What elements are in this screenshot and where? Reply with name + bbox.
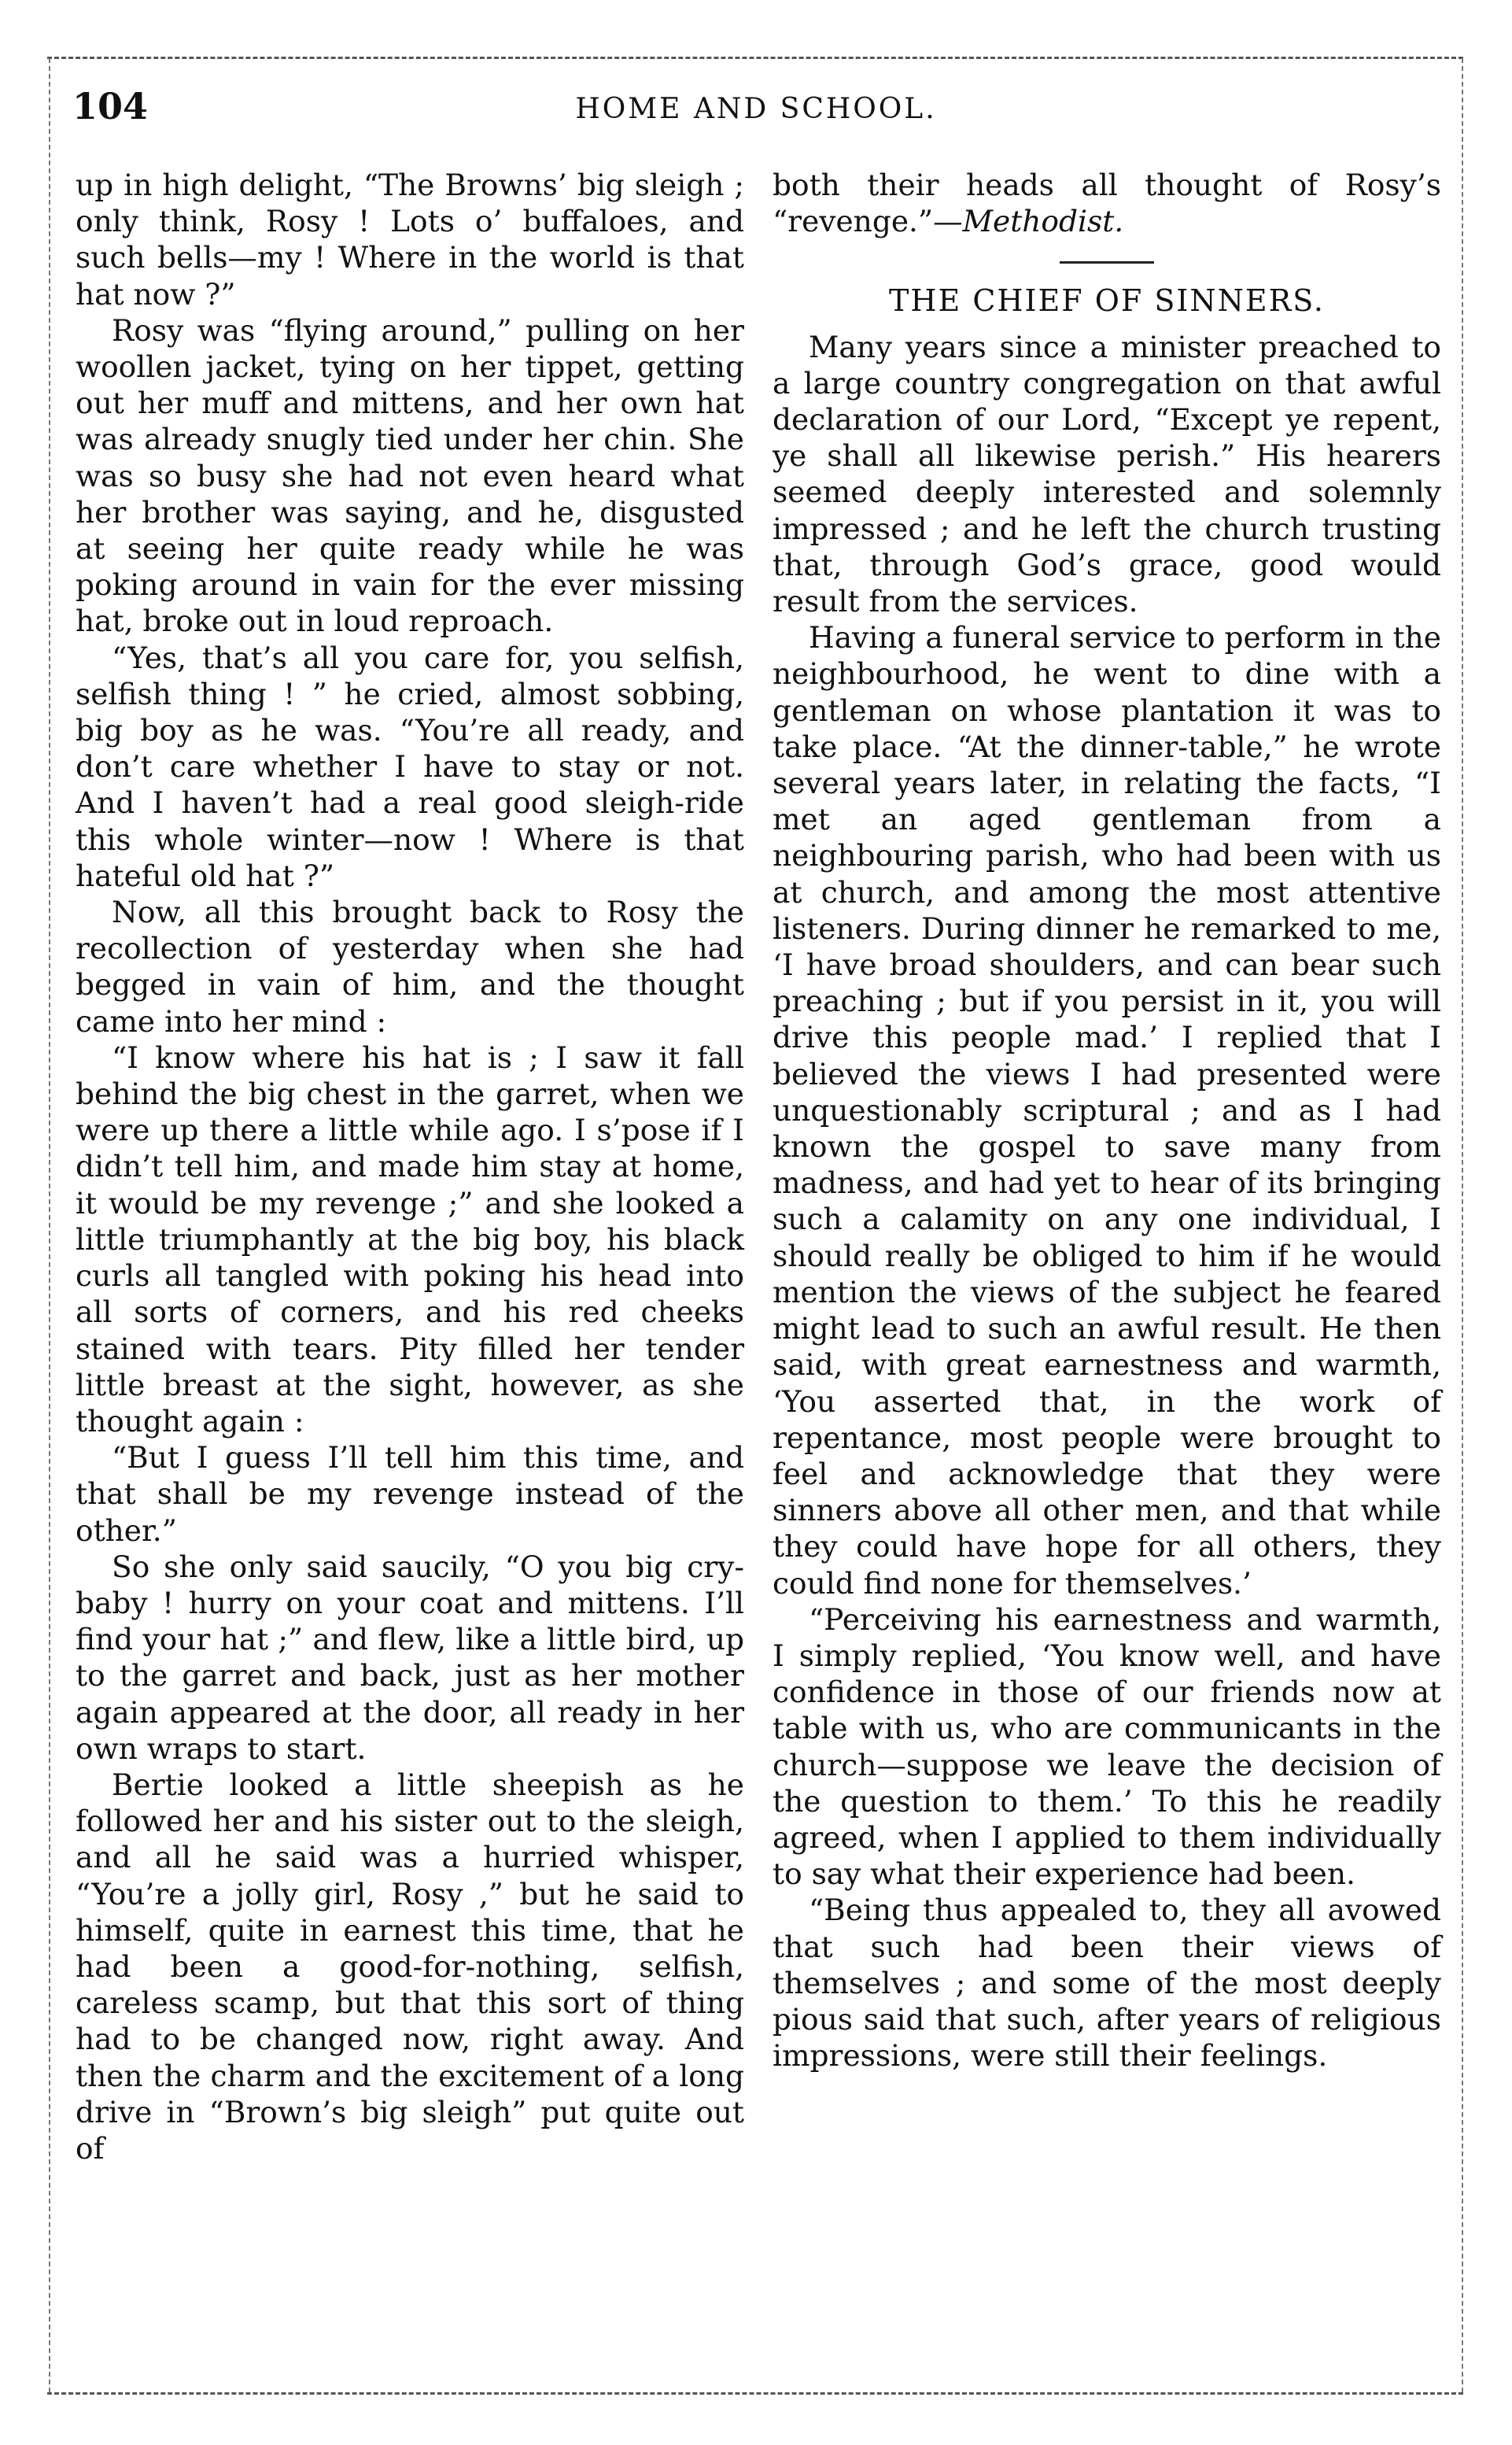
left-paragraph: Now, all this brought back to Rosy the recollection of yesterday when she had begged in vain of him, and the thought came into her mind : [76,895,744,1039]
article-paragraph: “Being thus appealed to, they all avowed that such had been their views of themselves ; and some of the most deeply pious said that such, after years of religious impressions, were still their feelings. [773,1893,1441,2074]
left-paragraph: up in high delight, “The Browns’ big sleigh ; only think, Rosy ! Lots o’ buffaloes, and such bells—my ! Where in the world is that hat now ?” [76,168,744,312]
left-column [76,167,744,2166]
article-title: THE CHIEF OF SINNERS. [889,283,1325,319]
left-paragraph: “But I guess I’ll tell him this time, and that shall be my revenge instead of the other.” [76,1440,744,1548]
right-column [773,167,1441,2074]
continuation-text: both their heads all thought of Rosy’s “revenge.” [773,168,1441,239]
top-border-rule [47,57,1463,59]
right-border-rule [1462,58,1463,2392]
page-number: 104 [72,85,149,127]
article-paragraph: Having a funeral service to perform in the neighbourhood, he went to dine with a gentleman on whose plantation it was to take place. “At the dinner-table,” he wrote several years later, in relating the facts, “I met an aged gentleman from a neighbouring parish, who had been with us at church, and among the most attentive listeners. During dinner he remarked to me, ‘I have broad shoulders, and can bear such preaching ; but if you persist in it, you will drive this people mad.’ I replied that I believed the views I had presented were unquestionably scriptural ; and as I had known the gospel to save many from madness, and had yet to hear of its bringing such a calamity on any one individual, I should really be obliged to him if he would mention the views of the subject he feared might lead to such an awful result. He then said, with great earnestness and warmth, ‘You asserted that, in the work of repentance, most people were brought to feel and acknowledge that they were sinners above all other men, and that while they could have hope for all others, they could find none for themselves.’ [773,620,1441,1601]
continuation-paragraph [773,167,1441,239]
continuation-source: —Methodist. [933,204,1124,239]
article-paragraph: “Perceiving his earnestness and warmth, I simply replied, ‘You know well, and have confidence in those of our friends now at table with us, who are communicants in the church—suppose we leave the decision of the question to them.’ To this he readily agreed, when I applied to them individually to say what their experience had been. [773,1601,1441,1892]
left-paragraph: Bertie looked a little sheepish as he followed her and his sister out to the sleigh, and all he said was a hurried whisper, “You’re a jolly girl, Rosy ,” but he said to himself, quite in earnest this time, that he had been a good-for-nothing, selfish, careless scamp, but that this sort of thing had to be changed now, right away. And then the charm and the excitement of a long drive in “Brown’s big sleigh” put quite out of [76,1767,744,2166]
article-paragraph: Many years since a minister preached to a large country congregation on that awful declaration of our Lord, “Except ye repent, ye shall all likewise perish.” His hearers seemed deeply interested and solemnly impressed ; and he left the church trusting that, through God’s grace, good would result from the services. [773,329,1441,619]
bottom-border-rule [47,2392,1463,2395]
left-paragraph: “Yes, that’s all you care for, you selfish, selfish thing ! ” he cried, almost sobbing, big boy as he was. “You’re all ready, and don’t care whether I have to stay or not. And I haven’t had a real good sleigh-ride this whole winter—now ! Where is that hateful old hat ?” [76,640,744,893]
left-paragraph: So she only said saucily, “O you big cry-baby ! hurry on your coat and mittens. I’ll find your hat ;” and flew, like a little bird, up to the garret and back, just as her mother again appeared at the door, all ready in her own wraps to start. [76,1549,744,1766]
left-border-rule [49,58,50,2392]
running-title: HOME AND SCHOOL. [575,93,937,125]
left-paragraph: “I know where his hat is ; I saw it fall behind the big chest in the garret, when we were up there a little while ago. I s’pose if I didn’t tell him, and made him stay at home, it would be my revenge ;” and she looked a little triumphantly at the big boy, his black curls all tangled with poking his head into all sorts of corners, and his red cheeks stained with tears. Pity filled her tender little breast at the sight, however, as she thought again : [76,1040,744,1439]
left-paragraph: Rosy was “flying around,” pulling on her woollen jacket, tying on her tippet, getting out her muff and mittens, and her own hat was already snugly tied under her chin. She was so busy she had not even heard what her brother was saying, and he, disgusted at seeing her quite ready while he was poking around in vain for the ever missing hat, broke out in loud reproach. [76,312,744,639]
section-divider [1060,261,1154,264]
